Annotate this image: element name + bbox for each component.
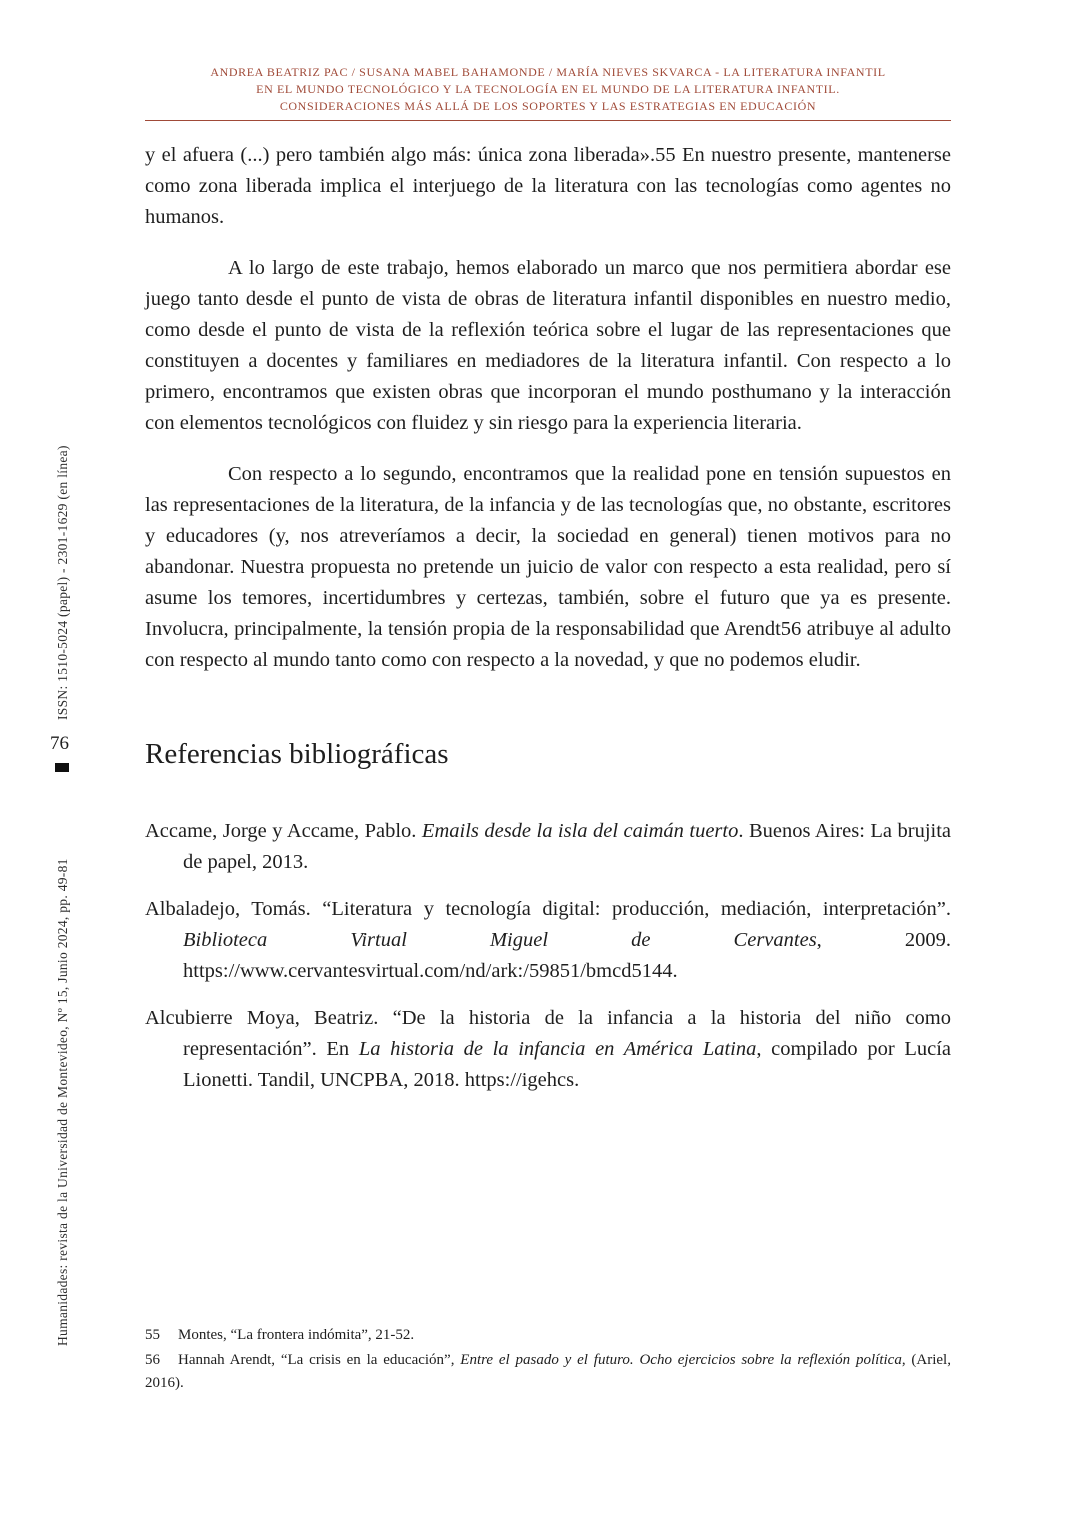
reference-text: Albaladejo, Tomás. “Literatura y tecnología digital: producción, mediación, interpretación”. [145,898,951,920]
reference-title-italic: La historia de la infancia en América Latina [358,1038,757,1060]
running-header [145,64,951,115]
reference-text: , 2009. https://www.cervantesvirtual.com/nd/ark:/59851/bmcd5144. [183,929,951,982]
footnote-number: 55 [145,1327,160,1343]
body-paragraph: A lo largo de este trabajo, hemos elaborado un marco que nos permitiera abordar ese juego tanto desde el punto de vista de obras de literatura infantil disponibles en nuestro medio, como desde el punto de vista de la reflexión teórica sobre el lugar de las representaciones que constituyen a docentes y familiares en mediadores de la literatura infantil. Con respecto a lo primero, encontramos que existen obras que incorporan el mundo posthumano y la interacción con elementos tecnológicos con fluidez y sin riesgo para la experiencia literaria. [145,257,951,434]
reference-title-italic: Emails desde la isla del caimán tuerto [421,820,739,842]
reference-text: Alcubierre Moya, Beatriz. “De la historia de la infancia a la historia del niño como representación”. En [145,1007,951,1060]
running-header-line1: ANDREA BEATRIZ PAC / SUSANA MABEL BAHAMONDE / MARÍA NIEVES SKVARCA - LA LITERATURA INFANTIL [210,65,886,79]
body-paragraph: y el afuera (...) pero también algo más: única zona liberada».55 En nuestro presente, mantenerse como zona liberada implica el interjuego de la literatura con las tecnologías como agentes no humanos. [145,144,951,228]
reference-item [145,894,951,987]
reference-item [145,1003,951,1096]
page-body [145,140,951,1112]
page-number: 76 [50,733,69,754]
journal-vertical-label: Humanidades: revista de la Universidad de Montevideo, Nº 15, Junio 2024, pp. 49-81 [55,858,70,1346]
running-header-line2: EN EL MUNDO TECNOLÓGICO Y LA TECNOLOGÍA EN EL MUNDO DE LA LITERATURA INFANTIL. [256,82,840,96]
footnotes-block [145,1324,951,1397]
footnote-number: 56 [145,1352,160,1368]
reference-title-italic: Biblioteca Virtual Miguel de Cervantes [183,929,817,951]
issn-vertical-label: ISSN: 1510-5024 (papel) - 2301-1629 (en línea) [55,445,70,720]
page-number-marker [55,763,69,772]
footnote-text-italic: Entre el pasado y el futuro. Ocho ejercicios sobre la reflexión política [460,1352,902,1368]
reference-text: Accame, Jorge y Accame, Pablo. [145,820,422,842]
reference-item [145,816,951,878]
footnote-text: , (Ariel, 2016). [145,1352,951,1391]
reference-text: , compilado por Lucía Lionetti. Tandil, UNCPBA, 2018. https://igehcs. [183,1038,951,1091]
body-paragraph: Con respecto a lo segundo, encontramos que la realidad pone en tensión supuestos en las representaciones de la literatura, de la infancia y de las tecnologías que, no obstante, escritores y educadores (y, nos atreveríamos a decir, la sociedad en general) tienen motivos para no abandonar. Nuestra propuesta no pretende un juicio de valor con respecto a esta realidad, pero sí asume los temores, incertidumbres y certezas, también, sobre el futuro que ya es presente. Involucra, principalmente, la tensión propia de la responsabilidad que Arendt56 atribuye al adulto con respecto al mundo tanto como con respecto a la novedad, y que no podemos eludir. [145,463,951,671]
footnote-item [145,1324,951,1347]
running-header-line3: CONSIDERACIONES MÁS ALLÁ DE LOS SOPORTES Y LAS ESTRATEGIAS EN EDUCACIÓN [279,99,817,113]
footnote-text: Hannah Arendt, “La crisis en la educación”, [178,1352,461,1368]
footnote-item [145,1349,951,1395]
header-rule [145,120,951,121]
footnote-text: Montes, “La frontera indómita”, 21-52. [178,1327,415,1343]
references-heading: Referencias bibliográficas [145,738,449,770]
reference-text: . Buenos Aires: La brujita de papel, 2013. [183,820,952,873]
